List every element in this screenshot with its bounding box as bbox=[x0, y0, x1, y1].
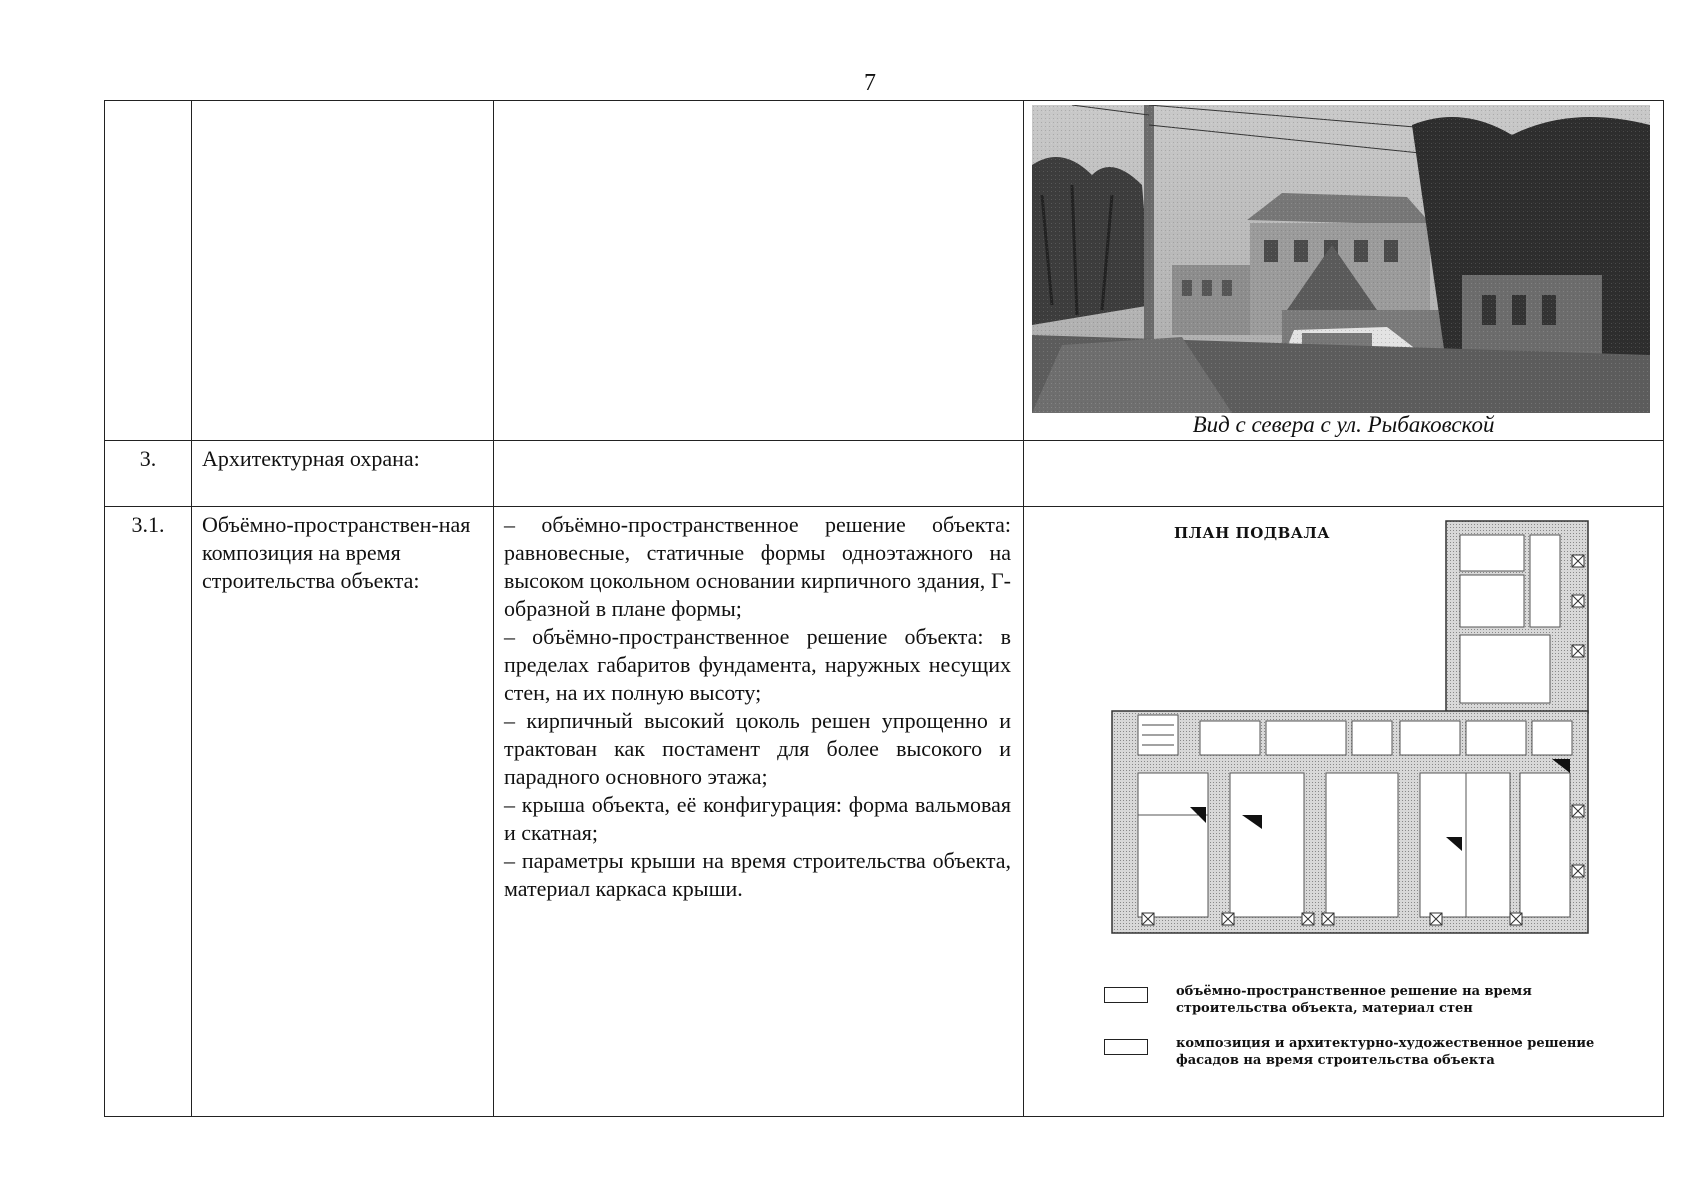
page-number: 7 bbox=[864, 70, 876, 96]
description-item: – объёмно-пространственное решение объекта: равновесные, статичные формы одноэтажного на высоком цокольном основании кирпичного здания, Г-образной в плане формы; bbox=[504, 512, 1011, 621]
legend-swatch bbox=[1104, 1039, 1148, 1055]
description-item: – объёмно-пространственное решение объекта: в пределах габаритов фундамента, наружных несущих стен, на их полную высоту; bbox=[504, 624, 1011, 705]
row-number: 3. bbox=[105, 441, 192, 507]
cell-plan bbox=[1024, 507, 1664, 1117]
basement-floor-plan bbox=[1090, 515, 1590, 965]
legend-label: объёмно-пространственное решение на время строительства объекта, материал стен bbox=[1176, 984, 1532, 1016]
photo-caption: Вид с севера с ул. Рыбаковской bbox=[1192, 412, 1495, 437]
plan-title: ПЛАН ПОДВАЛА bbox=[1174, 524, 1330, 542]
description-item: – параметры крыши на время строительства объекта, материал каркаса крыши. bbox=[504, 848, 1011, 901]
row-title: Архитектурная охрана: bbox=[192, 441, 494, 507]
legend-label: композиция и архитектурно-художественное решение фасадов на время строительства объекта bbox=[1176, 1036, 1595, 1068]
cell-empty-text bbox=[494, 101, 1024, 441]
cell-empty-number bbox=[105, 101, 192, 441]
row-number: 3.1. bbox=[105, 507, 192, 1117]
description-item: – кирпичный высокий цоколь решен упрощенно и трактован как постамент для более высокого и парадного основного этажа; bbox=[504, 708, 1011, 789]
cell-empty-text bbox=[494, 441, 1024, 507]
building-photo-image bbox=[1032, 105, 1650, 413]
table-row-photo bbox=[105, 101, 1664, 441]
table-row-3-1 bbox=[105, 507, 1664, 1117]
cell-empty-name bbox=[192, 101, 494, 441]
table-row-3 bbox=[105, 441, 1664, 507]
document-table bbox=[104, 100, 1664, 1117]
row-description bbox=[494, 507, 1024, 1117]
cell-empty-figure bbox=[1024, 441, 1664, 507]
cell-photo bbox=[1024, 101, 1664, 441]
description-item: – крыша объекта, её конфигурация: форма вальмовая и скатная; bbox=[504, 792, 1011, 845]
row-title: Объёмно-пространствен-ная композиция на время строительства объекта: bbox=[192, 507, 494, 1117]
building-photo bbox=[1032, 105, 1650, 413]
legend-swatch bbox=[1104, 987, 1148, 1003]
